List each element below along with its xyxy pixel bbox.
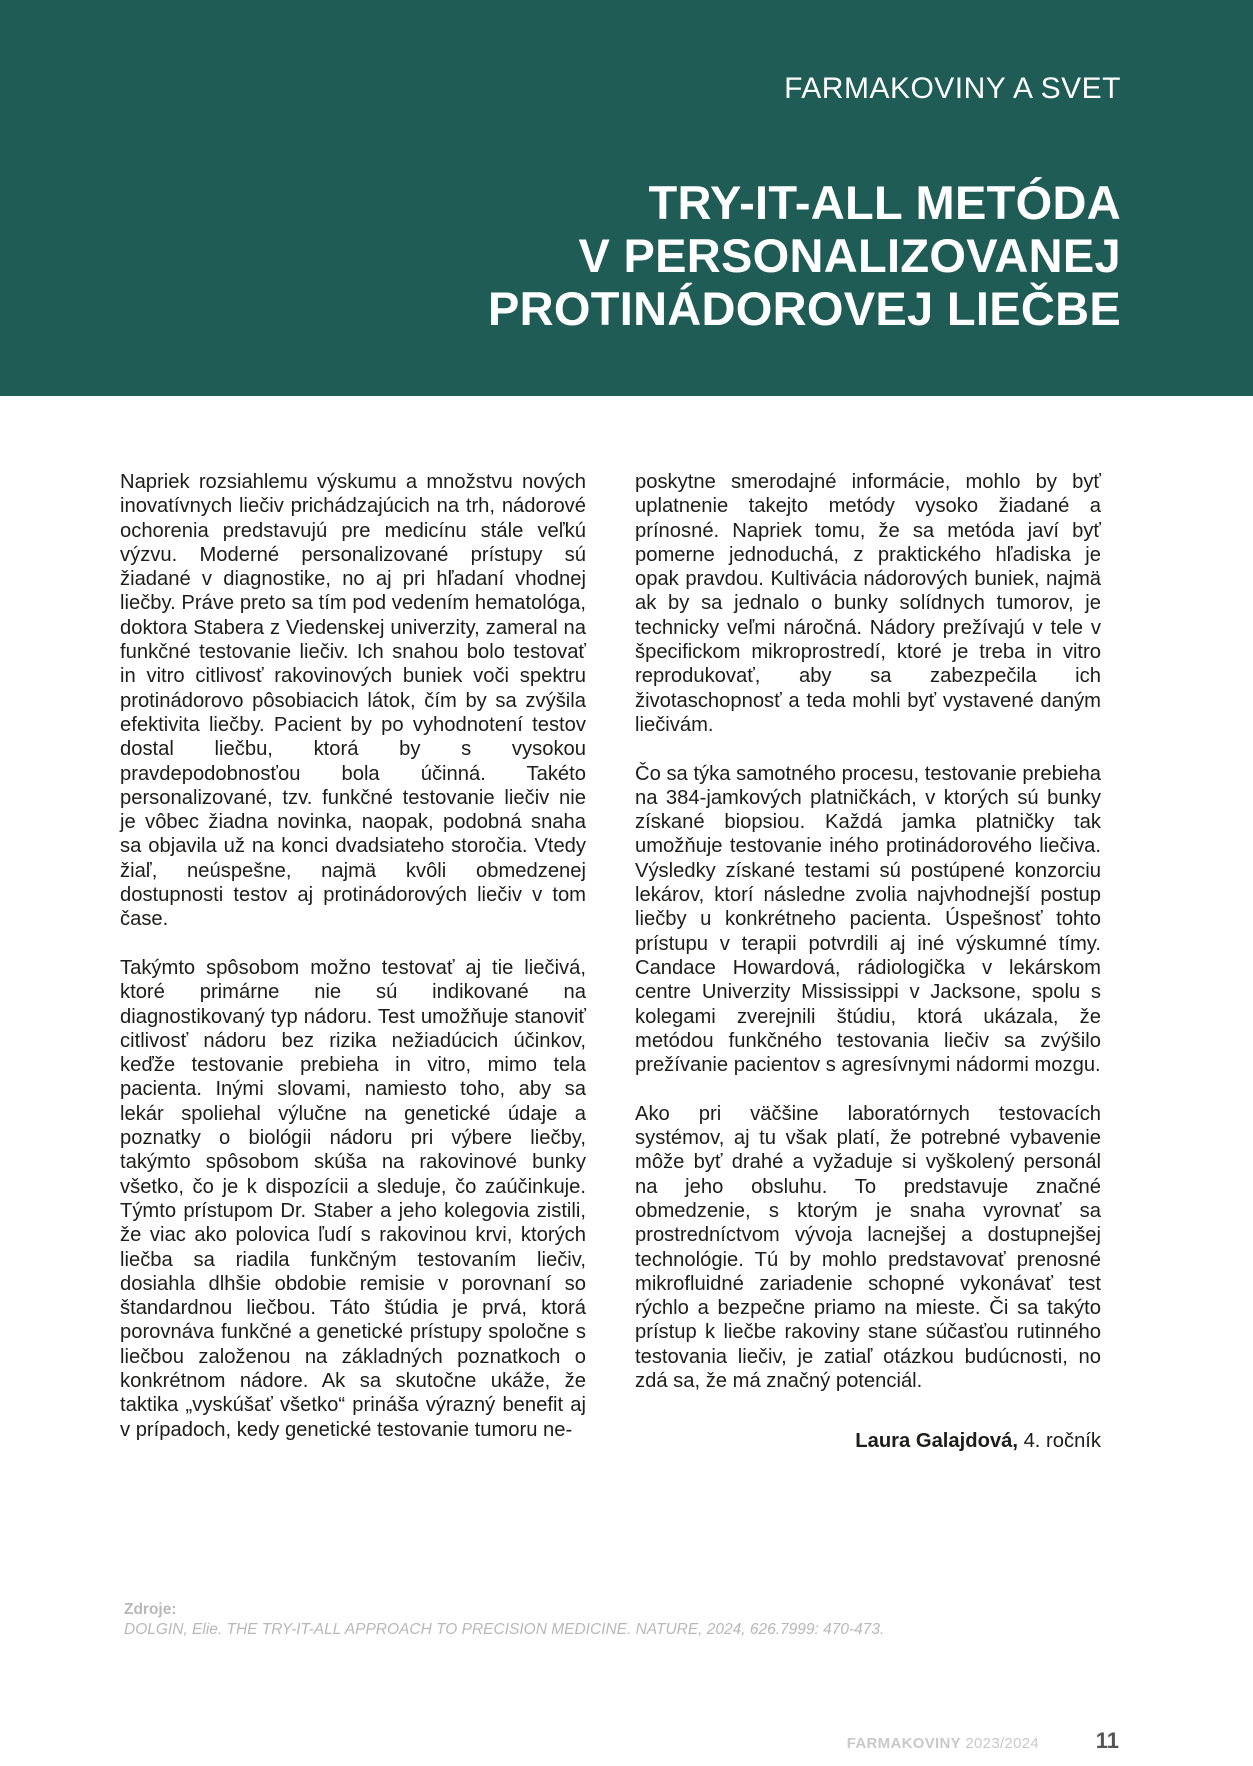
right-column (635, 470, 1101, 1454)
title-line-3: PROTINÁDOROVEJ LIEČBE (487, 282, 1121, 335)
footer-magazine (847, 1735, 1039, 1752)
sources-citation: DOLGIN, Elie. THE TRY-IT-ALL APPROACH TO PRECISION MEDICINE. NATURE, 2024, 626.7999: 470-473. (124, 1621, 885, 1638)
header-banner (0, 0, 1253, 396)
footer-magazine-name: FARMAKOVINY (846, 1735, 961, 1752)
section-label: FARMAKOVINY A SVET (784, 72, 1121, 105)
author-year: 4. ročník (1017, 1430, 1101, 1453)
paragraph: Ako pri väčšine laboratórnych testovacích systémov, aj tu však platí, že potrebné vybavenie môže byť drahé a vyžaduje si vyškolený personál na jeho obsluhu. To predstavuje značné obmedzenie, s ktorým je snaha vyrovnať sa prostredníctvom vývoja lacnejšej a dostupnejšej technológie. Tú by mohlo predstavovať prenosné mikrofluidné zariadenie schopné vykonávať test rýchlo a bezpečne priamo na mieste. Či sa takýto prístup k liečbe rakoviny stane súčasťou rutinného testovania liečiv, je zatiaľ otázkou budúcnosti, no zdá sa, že má značný potenciál. (635, 1102, 1101, 1392)
left-column (120, 470, 586, 1466)
author-name: Laura Galajdová, (855, 1430, 1018, 1453)
title-line-2: V PERSONALIZOVANEJ (578, 229, 1121, 282)
sources-heading: Zdroje: (124, 1601, 177, 1618)
page-number: 11 (1095, 1728, 1119, 1753)
title-line-1: TRY-IT-ALL METÓDA (648, 176, 1121, 229)
paragraph: Takýmto spôsobom možno testovať aj tie liečivá, ktoré primárne nie sú indikované na diagnostikovaný typ nádoru. Test umožňuje stanoviť citlivosť nádoru bez rizika nežiadúcich účinkov, keďže testovanie prebieha in vitro, mimo tela pacienta. Inými slovami, namiesto toho, aby sa lekár spoliehal výlučne na genetické údaje a poznatky o biológii nádoru pri výbere liečby, takýmto spôsobom skúša na rakovinové bunky všetko, čo je k dispozícii a sleduje, čo zaúčinkuje. Týmto prístupom Dr. Staber a jeho kolegovia zistili, že viac ako polovica ľudí s rakovinou krvi, ktorých liečba sa riadila funkčným testovaním liečiv, dosiahla dlhšie obdobie remisie v porovnaní so štandardnou liečbou. Táto štúdia je prvá, ktorá porovnáva funkčné a genetické prístupy spoločne s liečbou založenou na základných poznatkoch o konkrétnom nádore. Ak sa skutočne ukáže, že taktika „vyskúšať všetko“ prináša výrazný benefit aj v prípadoch, kedy genetické testovanie tumoru ne- (120, 956, 586, 1441)
article-title (488, 176, 1121, 335)
paragraph: poskytne smerodajné informácie, mohlo by byť uplatnenie takejto metódy vysoko žiadané a prínosné. Napriek tomu, že sa metóda javí byť pomerne jednoduchá, z praktického hľadiska je opak pravdou. Kultivácia nádorových buniek, najmä ak by sa jednalo o bunky solídnych tumorov, je technicky veľmi náročná. Nádory prežívajú v tele v špecifickom mikroprostredí, ktoré je treba in vitro reprodukovať, aby sa zabezpečila ich životaschopnosť a teda mohli byť vystavené daným liečivám. (635, 471, 1101, 736)
footer-year: 2023/2024 (960, 1735, 1039, 1752)
paragraph: Napriek rozsiahlemu výskumu a množstvu nových inovatívnych liečiv prichádzajúcich na trh, nádorové ochorenia predstavujú pre medicínu stále veľkú výzvu. Moderné personalizované prístupy sú žiadané v diagnostike, no aj pri hľadaní vhodnej liečby. Práve preto sa tím pod vedením hematológa, doktora Stabera z Viedenskej univerzity, zameral na funkčné testovanie liečiv. Ich snahou bolo testovať in vitro citlivosť rakovinových buniek voči spektru protinádorovo pôsobiacich látok, čím by sa zvýšila efektivita liečby. Pacient by po vyhodnotení testov dostal liečbu, ktorá by s vysokou pravdepodobnosťou bola účinná. Takéto personalizované, tzv. funkčné testovanie liečiv nie je vôbec žiadna novinka, naopak, podobná snaha sa objavila už na konci dvadsiateho storočia. Vtedy žiaľ, neúspešne, najmä kvôli obmedzenej dostupnosti testov aj protinádorových liečiv v tom čase. (120, 471, 586, 931)
paragraph: Čo sa týka samotného procesu, testovanie prebieha na 384-jamkových platničkách, v ktorých sú bunky získané biopsiou. Každá jamka platničky tak umožňuje testovanie iného protinádorového liečiva. Výsledky získané testami sú postúpené konzorciu lekárov, ktorí následne zvolia najvhodnejší postup liečby u konkrétneho pacienta. Úspešnosť tohto prístupu v terapii potvrdili aj iné výskumné tímy. Candace Howardová, rádiologička v lekárskom centre Univerzity Mississippi v Jacksone, spolu s kolegami zverejnili štúdiu, ktorá ukázala, že metódou funkčného testovania liečiv sa zvýšilo prežívanie pacientov s agresívnymi nádormi mozgu. (635, 762, 1101, 1077)
sources (124, 1600, 884, 1640)
author-signature (635, 1429, 1101, 1453)
